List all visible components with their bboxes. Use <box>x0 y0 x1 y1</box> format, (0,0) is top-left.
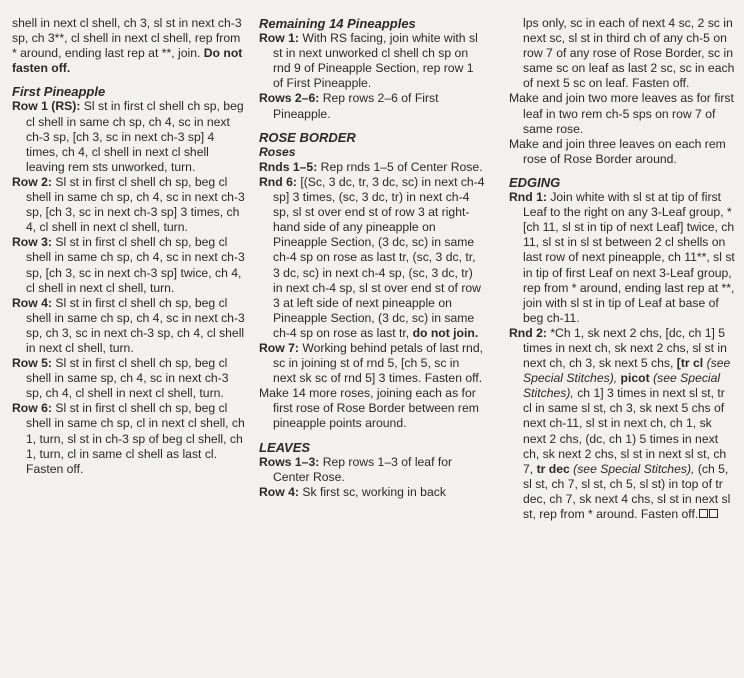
leaf-row-continuation: lps only, sc in each of next 4 sc, 2 sc in next sc, sl st in third ch of any ch-5 on row 7 of any rose of Rose Border, sc in same sc on leaf as last 2 sc, sc in each of next 5 sc on leaf. Fasten off. <box>523 16 735 91</box>
round-instruction: Row 7: Working behind petals of last rnd, sc in joining st of rnd 5, [ch 5, sc in next sk sc of rnd 5] 3 times. Fasten off. <box>259 340 484 386</box>
intro-paragraph: shell in next cl shell, ch 3, sl st in next ch-3 sp, ch 3**, cl shell in next cl shell, rep from * around, ending last rep at **, join. Do not fasten off. <box>12 16 243 76</box>
row-instruction: Row 1 (RS): Sl st in first cl shell ch sp, beg cl shell in same ch sp, ch 4, sc in next ch-3 sp, [ch 3, sc in next ch-3 sp] 4 times, ch 4, cl shell in next cl shell leaving rem sts unworked, turn. <box>12 99 244 174</box>
end-mark-icon <box>709 509 718 518</box>
round-instruction: Rnd 6: [(Sc, 3 dc, tr, 3 dc, sc) in next ch-4 sp] 3 times, (sc, 3 dc, tr) in next ch-4 sp, sl st over end st of row 3 at right-hand side of any pineapple on Pineapple Section, (3 dc, sc) in same ch-4 sp on rose as last tr, (sc, 3 dc, tr, 3 dc, sc) in next ch-4 sp, (sc, 3 dc, tr) in next ch-4 sp, sl st over end st of row 3 at left side of next pineapple on Pineapple Section, (3 dc, sc) in same ch-4 sp on rose as last tr, do not join. <box>259 174 485 340</box>
column-2 <box>259 16 485 500</box>
remaining-pineapples-heading: Remaining 14 Pineapples <box>259 16 416 31</box>
first-pineapple-rows <box>12 99 246 476</box>
make-two-leaves-note: Make and join two more leaves as for first leaf in two rem ch-5 sps on row 7 of same rose. <box>509 91 734 136</box>
row-instruction: Row 3: Sl st in first cl shell ch sp, beg cl shell in same ch sp, ch 4, sc in next ch-3 sp, [ch 3, sc in next ch-3 sp] twice, ch 4, cl shell in next cl shell, turn. <box>12 235 245 295</box>
row-instruction: Row 6: Sl st in first cl shell ch sp, beg cl shell in same ch sp, cl in next cl shell, ch 1, turn, sl st in ch-3 sp of beg cl shell, ch 1, turn, cl in same cl shell as last cl. Fasten off. <box>12 401 245 476</box>
row-instruction: Row 4: Sk first sc, working in back <box>259 484 446 499</box>
round-instruction: Rnd 2: *Ch 1, sk next 2 chs, [dc, ch 1] 5 times in next ch, sk next 2 chs, sl st in next ch, ch 3, sk next 5 chs, [tr cl (see Special Stitches), picot (see Special Stitches), ch 1] 3 times in next sl st, tr cl in same sl st, ch 3, sk next 5 chs of next ch-11, sl st in next ch, ch 1, sk next 2 chs, (dc, ch 1) 5 times in next ch, sk next 2 chs, sl st in next sl st, ch 7, tr dec (see Special Stitches), (ch 5, sl st, ch 7, sl st, ch 5, sl st) in top of tr dec, ch 7, sk next 4 chs, sl st in next sl st, rep from * around. Fasten off. <box>509 325 731 521</box>
column-3 <box>509 16 735 522</box>
row-instruction: Row 2: Sl st in first cl shell ch sp, beg cl shell in same ch sp, ch 4, sc in next ch-3 sp, [ch 3, sc in next ch-3 sp] 3 times, ch 4, cl shell in next cl shell, turn. <box>12 174 245 235</box>
row-instruction: Row 4: Sl st in first cl shell ch sp, beg cl shell in same ch sp, ch 4, sc in next ch-3 sp, ch 3, sc in next ch-3 sp, ch 4, cl shell in next cl shell, turn. <box>12 295 245 355</box>
leaves-heading: LEAVES <box>259 439 311 455</box>
row-instruction: Row 5: Sl st in first cl shell ch sp, beg cl shell in same sp, ch 4, sc in next ch-3 sp, ch 4, cl shell in next cl shell, turn. <box>12 356 229 401</box>
edging-heading: EDGING <box>509 174 561 190</box>
roses-subheading: Roses <box>259 144 296 159</box>
row-instruction: Row 1: With RS facing, join white with sl st in next unworked cl shell ch sp on rnd 9 of Pineapple Section, rep row 1 of First Pineapple. <box>259 31 478 91</box>
make-three-leaves-note: Make and join three leaves on each rem rose of Rose Border around. <box>509 136 726 166</box>
end-mark-icon <box>699 509 708 518</box>
make-more-roses-note: Make 14 more roses, joining each as for first rose of Rose Border between rem pineapple points around. <box>259 386 479 431</box>
first-pineapple-heading: First Pineapple <box>12 84 106 100</box>
round-instruction: Rnds 1–5: Rep rnds 1–5 of Center Rose. <box>259 159 483 174</box>
column-1 <box>12 16 246 477</box>
row-instruction: Rows 1–3: Rep rows 1–3 of leaf for Center Rose. <box>259 454 453 484</box>
row-instruction: Rows 2–6: Rep rows 2–6 of First Pineapple. <box>259 91 439 121</box>
rose-border-heading: ROSE BORDER <box>259 129 356 145</box>
round-instruction: Rnd 1: Join white with sl st at tip of first Leaf to the right on any 3-Leaf group, *[ch 11, sl st in tip of next Leaf] twice, ch 11, sl st in sl st between 2 cl shells on last row of next pineapple, ch 11**, sl st in tip of first Leaf on next 3-Leaf group, rep from * around, ending last rep at **, join with sl st in tip of Leaf at base of beg ch-11. <box>509 190 735 325</box>
